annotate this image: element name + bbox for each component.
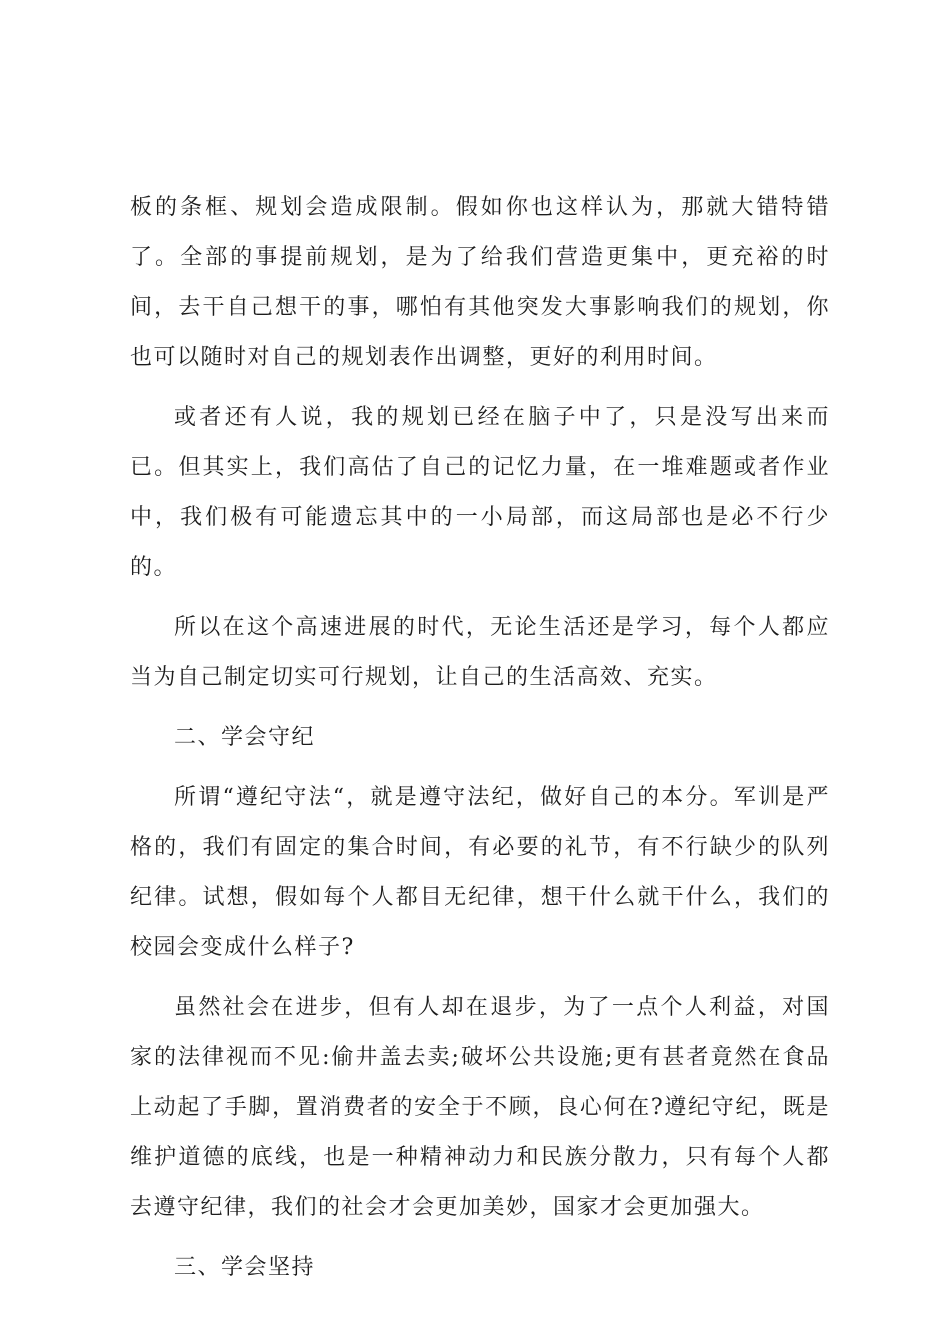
section-heading-discipline: 二、学会守纪 bbox=[174, 725, 316, 750]
paragraph-discipline-military: 所谓“遵纪守法“，就是遵守法纪，做好自己的本分。军训是严格的，我们有固定的集合时间，有必要的礼节，有不行缺少的队列纪律。试想，假如每个人都目无纪律，想干什么就干什么，我们的校园会变成什么样子? bbox=[130, 785, 830, 960]
document-body bbox=[130, 183, 830, 1303]
paragraph-planning-conclusion: 所以在这个高速进展的时代，无论生活还是学习，每个人都应当为自己制定切实可行规划，让自己的生活高效、充实。 bbox=[130, 615, 830, 690]
paragraph-memory: 或者还有人说，我的规划已经在脑子中了，只是没写出来而已。但其实上，我们高估了自己的记忆力量，在一堆难题或者作业中，我们极有可能遗忘其中的一小局部，而这局部也是必不行少的。 bbox=[130, 405, 830, 580]
paragraph-planning-continued: 板的条框、规划会造成限制。假如你也这样认为，那就大错特错了。全部的事提前规划，是为了给我们营造更集中，更充裕的时间，去干自己想干的事，哪怕有其他突发大事影响我们的规划，你也可以随时对自己的规划表作出调整，更好的利用时间。 bbox=[130, 195, 830, 370]
section-heading-persistence: 三、学会坚持 bbox=[174, 1255, 316, 1280]
paragraph-discipline-society: 虽然社会在进步，但有人却在退步，为了一点个人利益，对国家的法律视而不见:偷井盖去卖;破坏公共设施;更有甚者竟然在食品上动起了手脚，置消费者的安全于不顾，良心何在?遵纪守纪，既是维护道德的底线，也是一种精神动力和民族分散力，只有每个人都去遵守纪律，我们的社会才会更加美妙，国家才会更加强大。 bbox=[130, 995, 830, 1220]
